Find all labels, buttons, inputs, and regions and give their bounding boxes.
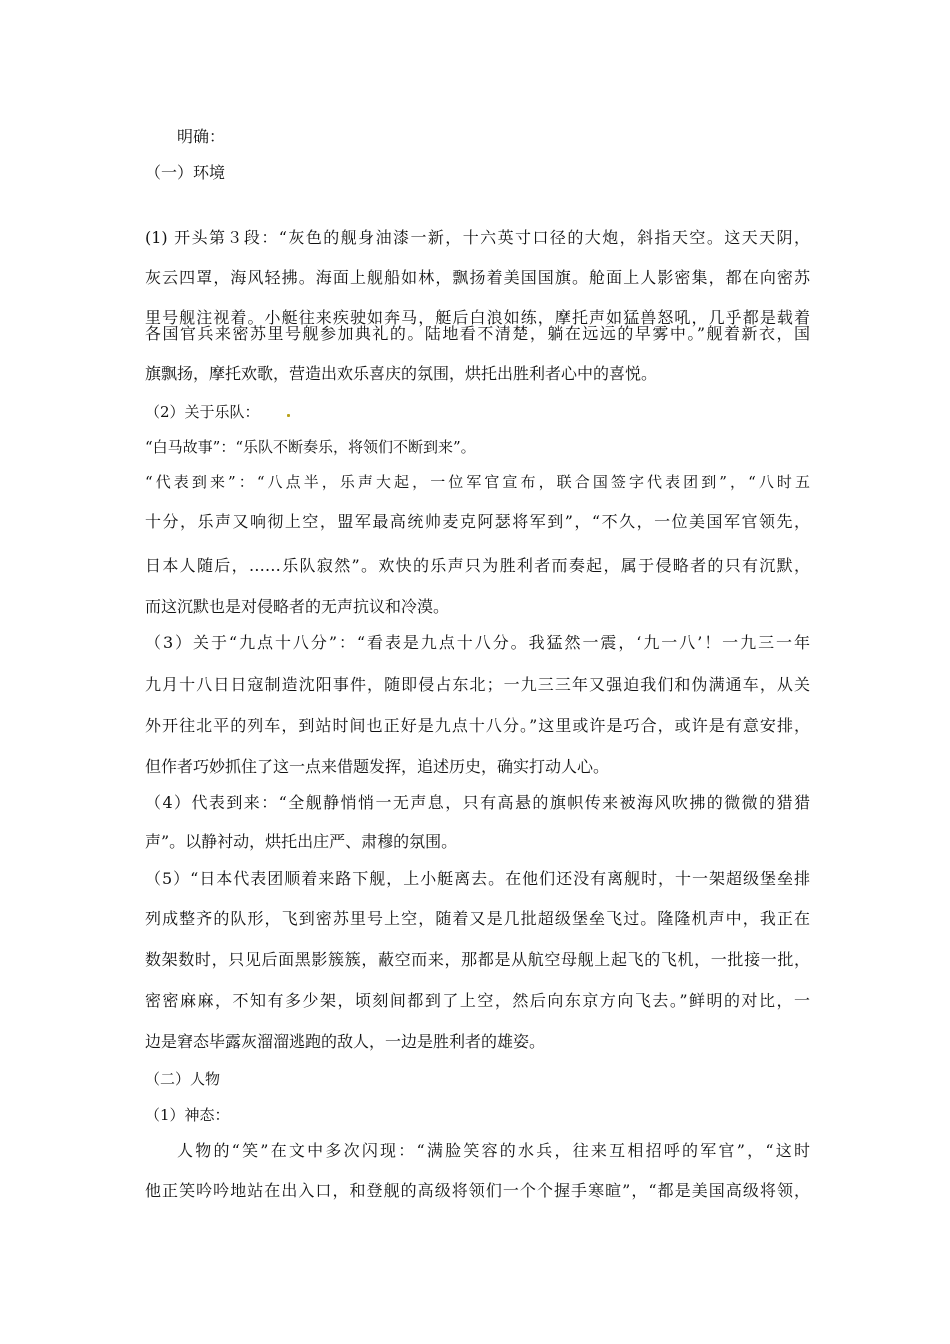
section-environment-title: （一）环境 <box>145 163 226 182</box>
item1-line-5: 旗飘扬，摩托欢歌，营造出欢乐喜庆的氛围，烘托出胜利者心中的喜悦。 <box>145 364 658 383</box>
item3-line-2: 九月十八日日寇制造沈阳事件，随即侵占东北；一九三三年又强迫我们和伪满通车，从关 <box>145 675 810 694</box>
item1-line-2: 灰云四罩，海风轻拂。海面上舰船如林，飘扬着美国国旗。舱面上人影密集，都在向密苏 <box>145 268 810 287</box>
section-characters-title: （二）人物 <box>145 1070 221 1088</box>
item2-line-1: “白马故事”：“乐队不断奏乐，将领们不断到来”。 <box>145 438 476 456</box>
sub1-line-1: 人物的“笑”在文中多次闪现：“满脸笑容的水兵，往来互相招呼的军官”，“这时 <box>177 1141 810 1160</box>
item4-line-1: （4）代表到来：“全舰静悄悄一无声息，只有高悬的旗帜传来被海风吹拂的微微的猎猎 <box>145 793 810 812</box>
item5-line-5: 边是窘态毕露灰溜溜逃跑的敌人，一边是胜利者的雄姿。 <box>145 1032 546 1051</box>
item3-line-1: （3）关于“九点十八分”：“看表是九点十八分。我猛然一震，‘九一八’！一九三一年 <box>145 633 810 652</box>
item3-line-3: 外开往北平的列车，到站时间也正好是九点十八分。”这里或许是巧合，或许是有意安排， <box>145 716 810 735</box>
item2-title: （2）关于乐队： <box>145 403 260 421</box>
item1-line-3: 里号舰注视着。小艇往来疾驶如奔马，艇后白浪如练，摩托声如猛兽怒吼，几乎都是载着 <box>145 308 810 327</box>
sub1-title: （1）神态： <box>145 1106 230 1124</box>
item2-line-3: 十分，乐声又响彻上空，盟军最高统帅麦克阿瑟将军到”，“不久，一位美国军官领先， <box>145 512 810 531</box>
item3-line-4: 但作者巧妙抓住了这一点来借题发挥，追述历史，确实打动人心。 <box>145 757 610 776</box>
item2-line-2: “代表到来”：“八点半，乐声大起，一位军官宣布，联合国签字代表团到”，“八时五 <box>145 473 810 491</box>
item2-line-5: 而这沉默也是对侵略者的无声抗议和冷漠。 <box>145 597 450 616</box>
item1-line-1: (1) 开头第３段：“灰色的舰身油漆一新，十六英寸口径的大炮，斜指天空。这天天阴， <box>145 228 810 247</box>
item1-line-4: 各国官兵来密苏里号舰参加典礼的。陆地看不清楚，躺在远远的早雾中。”舰着新衣，国 <box>145 324 810 343</box>
item2-line-4: 日本人随后，……乐队寂然”。欢快的乐声只为胜利者而奏起，属于侵略者的只有沉默， <box>145 556 810 575</box>
item5-line-1: （5）“日本代表团顺着来路下舰，上小艇离去。在他们还没有离舰时，十一架超级堡垒排 <box>145 869 810 888</box>
item5-line-3: 数架数时，只见后面黑影簇簇，蔽空而来，那都是从航空母舰上起飞的飞机，一批接一批， <box>145 950 810 969</box>
heading-mingque: 明确： <box>177 127 226 146</box>
item5-line-2: 列成整齐的队形，飞到密苏里号上空，随着又是几批超级堡垒飞过。隆隆机声中，我正在 <box>145 909 810 928</box>
stray-mark <box>287 414 290 417</box>
sub1-line-2: 他正笑吟吟地站在出入口，和登舰的高级将领们一个个握手寒暄”，“都是美国高级将领， <box>145 1181 810 1200</box>
item4-line-2: 声”。以静衬动，烘托出庄严、肃穆的氛围。 <box>145 832 458 851</box>
item5-line-4: 密密麻麻，不知有多少架，顷刻间都到了上空，然后向东京方向飞去。”鲜明的对比，一 <box>145 991 810 1010</box>
